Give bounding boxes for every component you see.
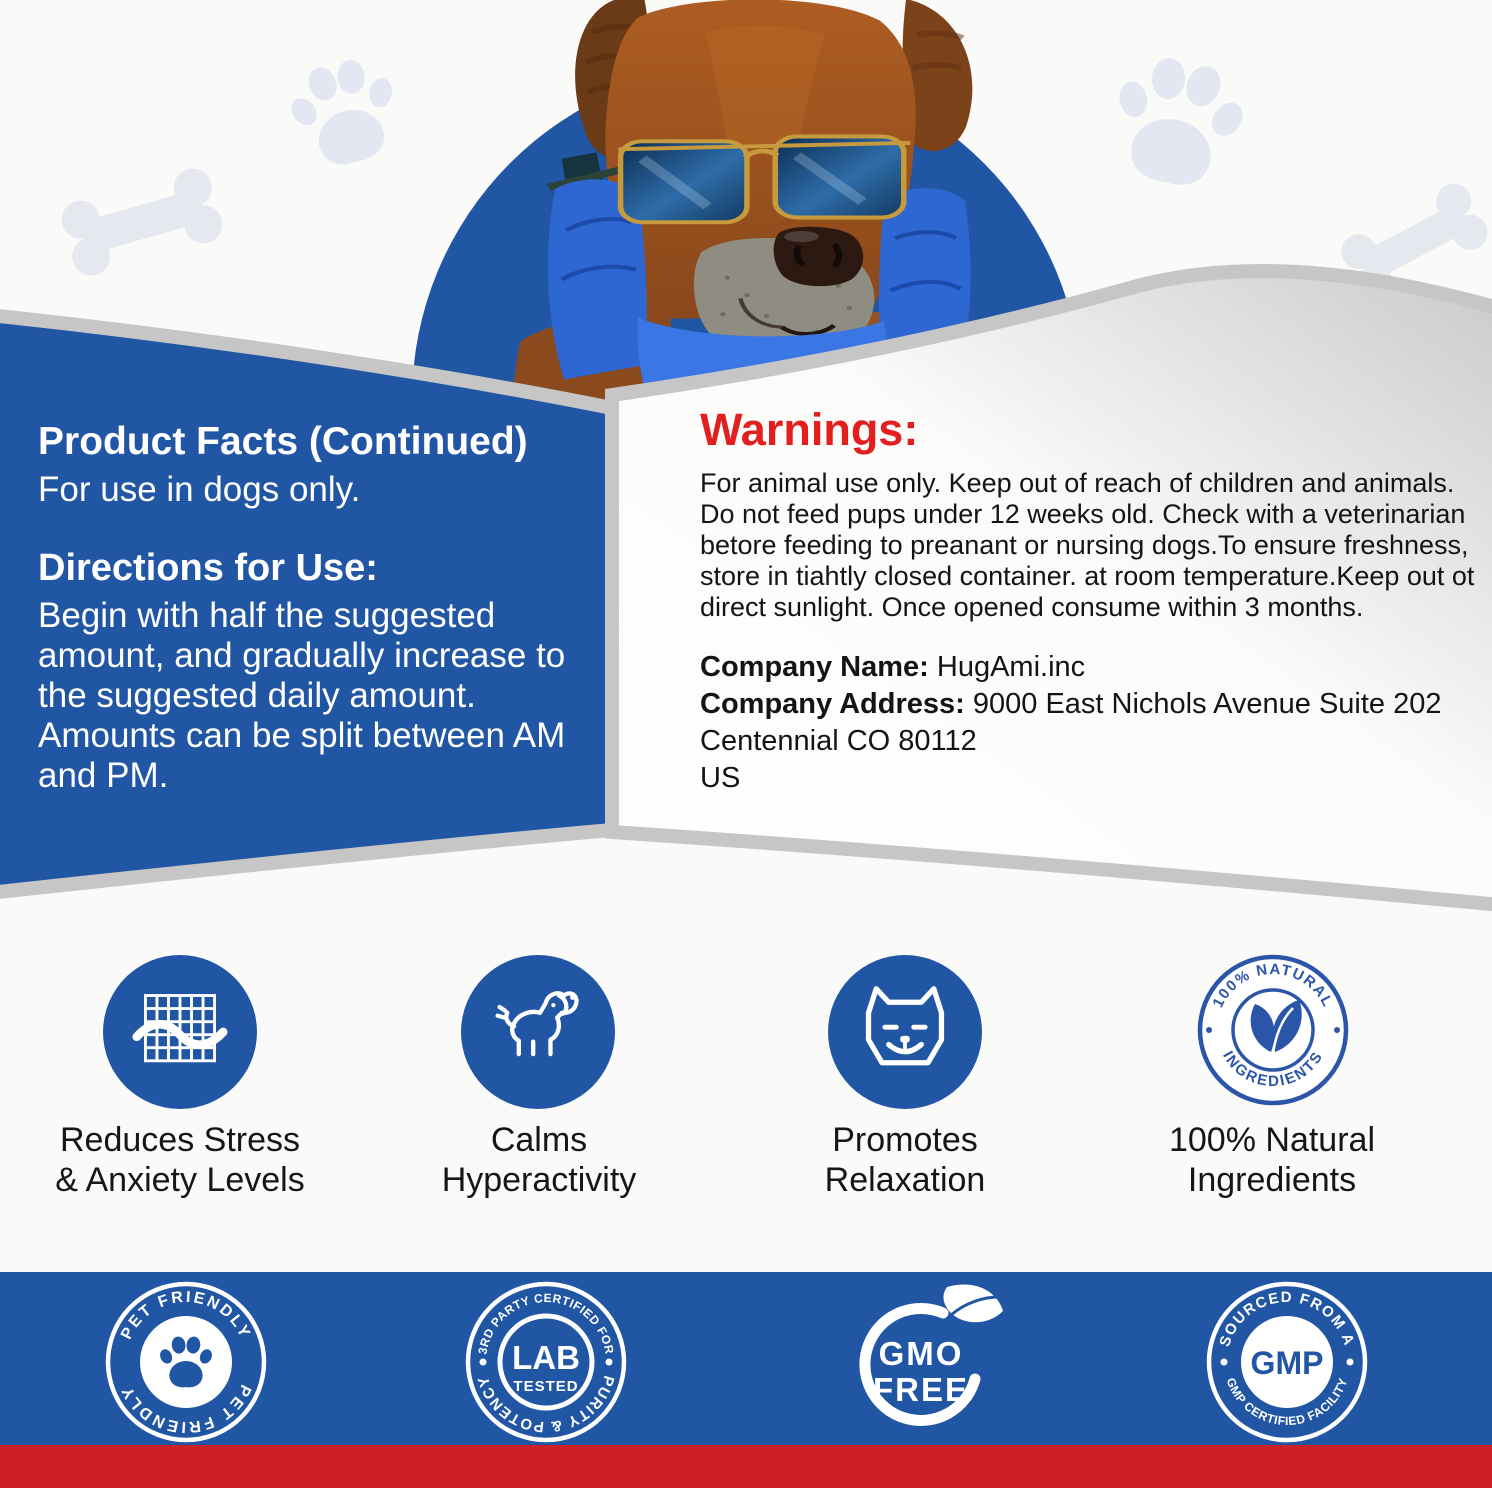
badge-arc-top: PET FRIENDLY — [118, 1288, 254, 1343]
warnings-body: For animal use only. Keep out of reach of children and animals. Do not feed pups under 12 weeks old. Check with a veterinarian betore feeding to preanant or nursing dogs.To ensure freshness, store in tiahtly closed container. at room temperature.Keep out ot direct sunlight. Once opened consume within 3 months. — [700, 468, 1475, 622]
relaxed-pet-icon — [857, 984, 953, 1080]
natural-stamp-arc-bottom: INGREDIENTS — [1219, 1047, 1327, 1091]
caption-line1: Reduces Stress — [60, 1121, 300, 1159]
natural-stamp-icon — [1193, 950, 1353, 1110]
product-facts-title: Product Facts (Continued) — [38, 420, 528, 463]
company-country: US — [700, 762, 741, 794]
gmo-free-badge — [835, 1277, 1005, 1447]
badge-center-line2: TESTED — [513, 1378, 579, 1395]
company-address-value: 9000 East Nichols Avenue Suite 202 — [972, 688, 1442, 720]
product-facts-section — [38, 420, 610, 796]
caption-line1: Calms — [490, 1121, 588, 1159]
product-facts-subtitle: For use in dogs only. — [38, 469, 361, 509]
benefit-hyper-circle — [461, 955, 615, 1109]
benefit-relax-caption — [725, 1120, 1085, 1200]
benefit-stress-caption — [0, 1120, 360, 1200]
badge-center-line1: LAB — [512, 1339, 580, 1376]
badge-arc-bottom: PET FRIENDLY — [118, 1381, 254, 1436]
directions-body: Begin with half the suggested amount, and gradually increase to the suggested daily amount. Amounts can be split between AM and PM. — [38, 595, 566, 795]
lab-tested-badge — [461, 1277, 631, 1447]
badge-arc-top: SOURCED FROM A — [1216, 1288, 1358, 1349]
directions-title: Directions for Use: — [38, 546, 378, 589]
caption-line2: Hyperactivity — [441, 1161, 637, 1199]
badge-line2: FREE — [872, 1371, 970, 1408]
company-info — [700, 649, 1480, 797]
benefit-hyper-caption — [359, 1120, 719, 1200]
company-name-label: Company Name: — [700, 651, 929, 683]
stress-grid-icon — [132, 984, 228, 1080]
company-name-line — [700, 649, 1480, 686]
caption-line2: Ingredients — [1187, 1161, 1357, 1199]
hyper-dog-icon — [490, 984, 586, 1080]
benefit-stress-circle — [103, 955, 257, 1109]
badge-center: GMP — [1250, 1345, 1324, 1381]
benefit-relax-circle — [828, 955, 982, 1109]
company-city: Centennial CO 80112 — [700, 725, 977, 757]
caption-line1: Promotes — [832, 1121, 978, 1159]
benefit-natural-caption — [1092, 1120, 1452, 1200]
red-stripe — [0, 1445, 1492, 1488]
company-name-value: HugAmi.inc — [936, 651, 1086, 683]
company-address-label: Company Address: — [700, 688, 965, 720]
gmp-badge — [1202, 1277, 1372, 1447]
caption-line1: 100% Natural — [1168, 1121, 1375, 1159]
badge-arc-bottom: GMP CERTIFIED FACILITY — [1223, 1375, 1351, 1429]
natural-stamp-arc-top: 100% NATURAL — [1209, 960, 1337, 1011]
pet-friendly-badge — [101, 1277, 271, 1447]
badge-arc-bottom: PURITY & POTENCY — [474, 1373, 618, 1436]
caption-line2: & Anxiety Levels — [55, 1161, 305, 1199]
caption-line2: Relaxation — [824, 1161, 986, 1199]
warnings-title: Warnings: — [700, 404, 919, 455]
badge-line1: GMO — [878, 1335, 964, 1372]
warnings-section — [700, 404, 1480, 797]
badge-arc-top: 3RD PARTY CERTIFIED FOR — [475, 1290, 617, 1356]
company-address-line — [700, 686, 1480, 723]
